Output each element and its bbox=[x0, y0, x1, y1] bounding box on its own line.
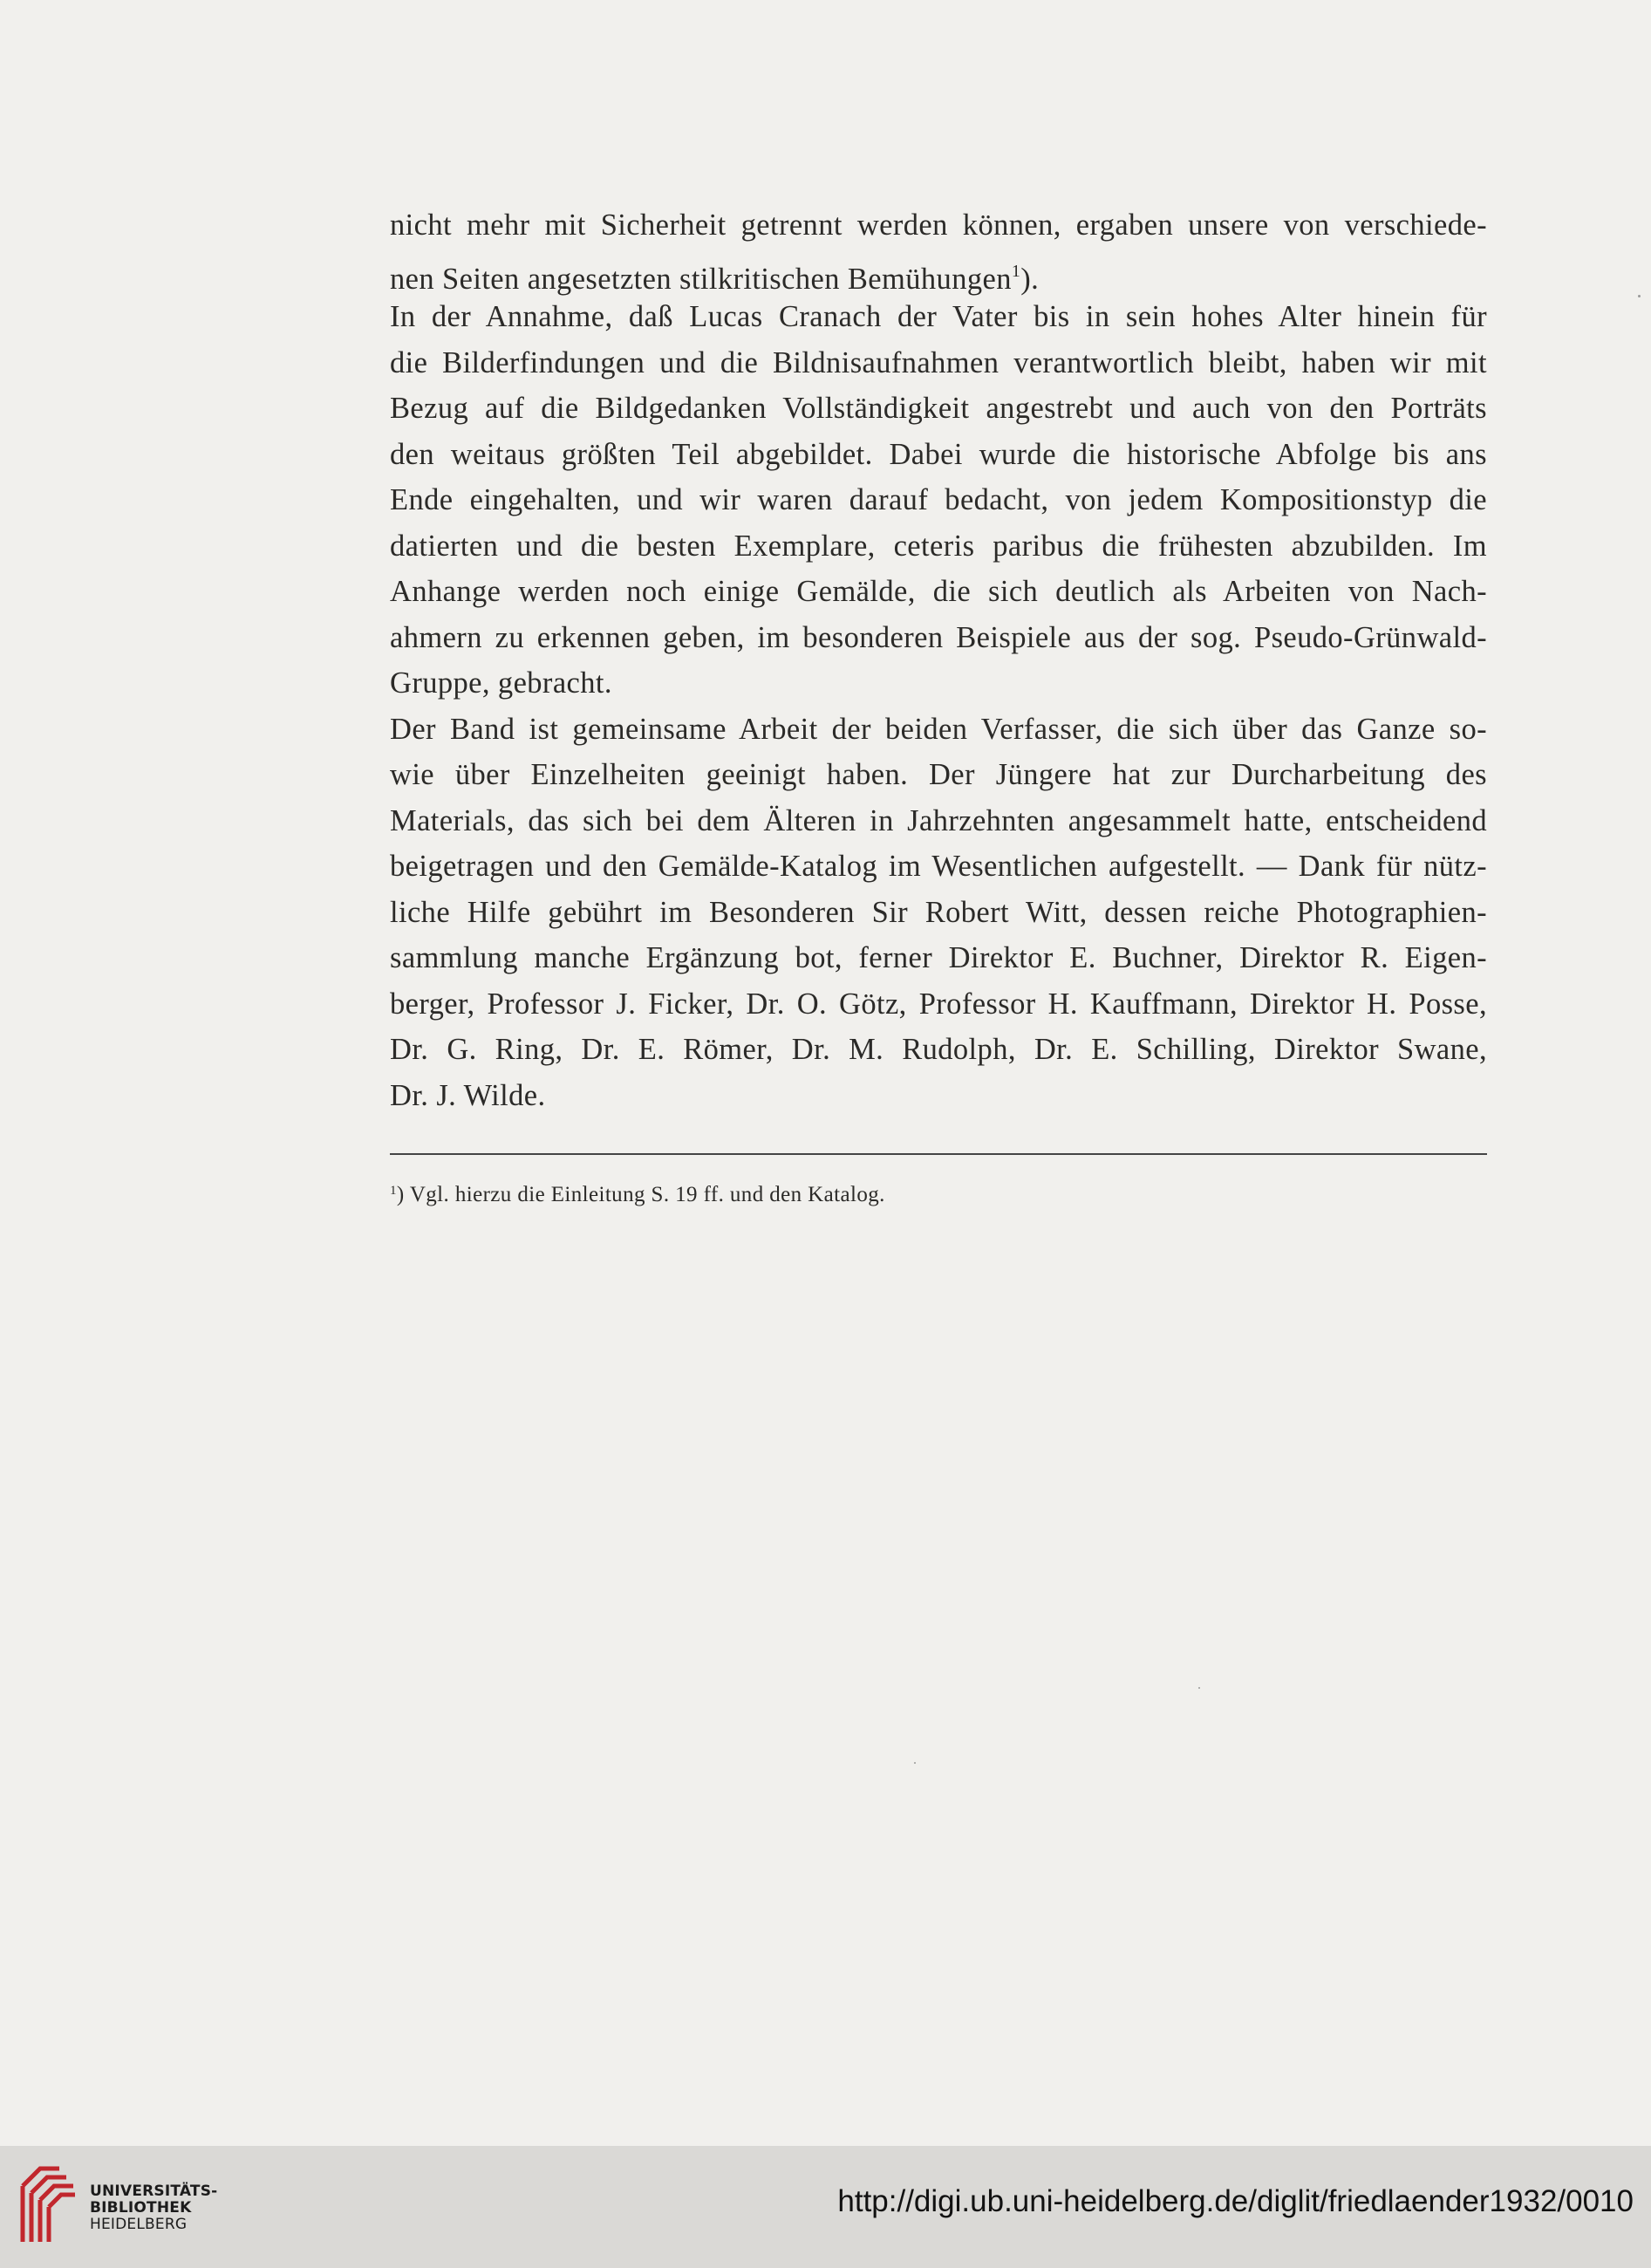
text-line: beigetragen und den Gemälde-Katalog im Wesentlichen aufgestellt. — Dank für nütz- bbox=[390, 850, 1487, 883]
source-url-link[interactable]: http://digi.ub.uni-heidelberg.de/diglit/friedlaender1932/0010 bbox=[837, 2184, 1634, 2218]
scan-speck bbox=[1638, 295, 1641, 297]
library-name: UNIVERSITÄTS- BIBLIOTHEK HEIDELBERG bbox=[90, 2183, 218, 2233]
library-logo-icon bbox=[17, 2163, 80, 2247]
footnote-marker: 1 bbox=[390, 1184, 397, 1198]
footnote-divider bbox=[390, 1153, 1487, 1155]
text-line: ahmern zu erkennen geben, im besonderen Beispiele aus der sog. Pseudo-Grünwald- bbox=[390, 620, 1487, 654]
footnote bbox=[390, 1183, 885, 1207]
text-line: wie über Einzelheiten geeinigt haben. Der Jüngere hat zur Durcharbeitung des bbox=[390, 758, 1487, 791]
body-text bbox=[390, 202, 1487, 1118]
footer-bar bbox=[0, 2146, 1651, 2268]
text-line: Gruppe, gebracht. bbox=[390, 666, 612, 700]
text-line: Materials, das sich bei dem Älteren in Jahrzehnten angesammelt hatte, entscheidend bbox=[390, 803, 1487, 837]
text-line: sammlung manche Ergänzung bot, ferner Direktor E. Buchner, Direktor R. Eigen- bbox=[390, 941, 1487, 974]
scan-speck bbox=[914, 1762, 916, 1764]
text-line: berger, Professor J. Ficker, Dr. O. Götz, Professor H. Kauffmann, Direktor H. Posse, bbox=[390, 987, 1487, 1021]
text-line: datierten und die besten Exemplare, ceteris paribus die frühesten abzubilden. Im bbox=[390, 529, 1487, 563]
text-line: Der Band ist gemeinsame Arbeit der beiden Verfasser, die sich über das Ganze so- bbox=[390, 712, 1487, 746]
footnote-reference: 1 bbox=[1011, 261, 1021, 281]
footnote-text: ) Vgl. hierzu die Einleitung S. 19 ff. und den Katalog. bbox=[396, 1183, 885, 1206]
scan-speck bbox=[1198, 1687, 1200, 1689]
text-line: Anhange werden noch einige Gemälde, die sich deutlich als Arbeiten von Nach- bbox=[390, 575, 1487, 608]
text-line: Dr. G. Ring, Dr. E. Römer, Dr. M. Rudolph, Dr. E. Schilling, Direktor Swane, bbox=[390, 1033, 1487, 1066]
text-line: Dr. J. Wilde. bbox=[390, 1078, 546, 1112]
text-line: liche Hilfe gebührt im Besonderen Sir Robert Witt, dessen reiche Photographien- bbox=[390, 895, 1487, 929]
text-line: Ende eingehalten, und wir waren darauf bedacht, von jedem Kompositionstyp die bbox=[390, 483, 1487, 516]
text-line: die Bilderfindungen und die Bildnisaufnahmen verantwortlich bleibt, haben wir mit bbox=[390, 345, 1487, 379]
text-line: nicht mehr mit Sicherheit getrennt werden können, ergaben unsere von verschiede- bbox=[390, 208, 1487, 242]
text-line: Bezug auf die Bildgedanken Vollständigkeit angestrebt und auch von den Porträts bbox=[390, 392, 1487, 425]
text-line: den weitaus größten Teil abgebildet. Dabei wurde die historische Abfolge bis ans bbox=[390, 437, 1487, 471]
text-line: In der Annahme, daß Lucas Cranach der Vater bis in sein hohes Alter hinein für bbox=[390, 300, 1487, 333]
text-line: nen Seiten angesetzten stilkritischen Bemühungen$^1$). bbox=[390, 261, 1040, 296]
